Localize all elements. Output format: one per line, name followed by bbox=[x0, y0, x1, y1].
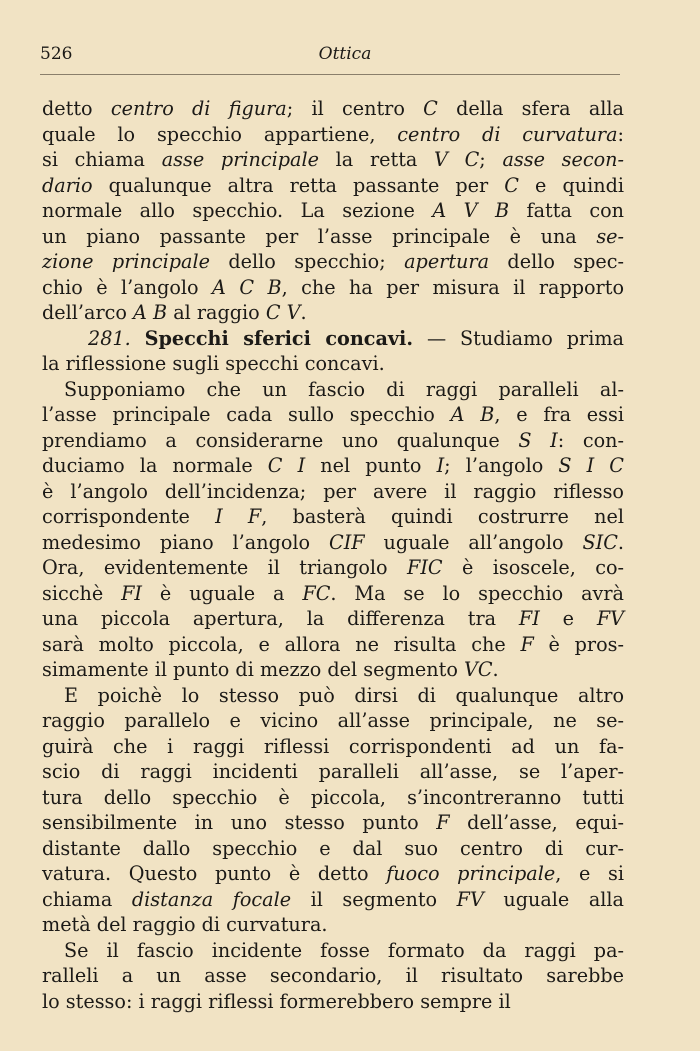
italic-term: S I bbox=[518, 428, 558, 452]
text-run: la riflessione sugli specchi concavi. bbox=[42, 352, 385, 375]
text-run: . bbox=[300, 301, 307, 324]
running-title: Ottica bbox=[318, 44, 372, 64]
text-run: al raggio bbox=[167, 301, 266, 324]
text-body bbox=[42, 96, 624, 1014]
italic-term: C bbox=[504, 173, 519, 197]
text-run: chiama bbox=[42, 887, 132, 911]
text-line bbox=[42, 555, 624, 581]
italic-term: FV bbox=[596, 607, 624, 630]
text-run: scio di raggi incidenti paralleli all’asse, se l’aper- bbox=[42, 760, 624, 783]
italic-term: asse principale bbox=[161, 148, 319, 171]
text-line bbox=[42, 632, 624, 658]
text-line bbox=[42, 453, 624, 479]
text-line bbox=[42, 249, 624, 275]
text-run: qualunque altra retta passante per bbox=[92, 173, 505, 197]
italic-term: dario bbox=[42, 173, 93, 197]
text-line bbox=[42, 785, 624, 811]
text-line bbox=[42, 275, 624, 301]
text-run: una piccola apertura, la differenza tra bbox=[42, 607, 519, 630]
italic-term: FI bbox=[121, 581, 143, 605]
italic-term: centro di curvatura bbox=[397, 122, 618, 146]
italic-term: A B bbox=[133, 301, 168, 324]
italic-term: distanza focale bbox=[131, 887, 292, 911]
text-run: tura dello specchio è piccola, s’incontreranno tutti bbox=[42, 785, 624, 809]
text-run: simamente il punto di mezzo del segmento bbox=[42, 658, 464, 681]
text-line bbox=[42, 402, 624, 428]
text-run: : bbox=[617, 122, 625, 146]
italic-term: zione principale bbox=[42, 250, 210, 273]
text-run: fatta con bbox=[509, 199, 624, 222]
italic-term: C V bbox=[265, 301, 301, 324]
italic-term: asse secon- bbox=[502, 148, 625, 171]
text-run: . bbox=[617, 530, 624, 554]
text-run: è uguale a bbox=[142, 581, 303, 605]
italic-term: FI bbox=[518, 607, 540, 630]
text-run: l’asse principale cada sullo specchio bbox=[42, 403, 451, 426]
text-run: guirà che i raggi riflessi corrispondenti ad un fa- bbox=[42, 734, 624, 758]
text-run: vatura. Questo punto è detto bbox=[42, 862, 387, 885]
italic-term: SIC bbox=[582, 530, 618, 554]
text-line bbox=[42, 810, 624, 836]
text-run: e quindi bbox=[518, 173, 625, 197]
text-run: uguale alla bbox=[483, 887, 624, 911]
text-run: dello specchio; bbox=[209, 250, 405, 273]
text-line bbox=[42, 734, 624, 760]
italic-term: se- bbox=[596, 224, 624, 248]
text-run: dello spec- bbox=[489, 250, 624, 273]
text-line bbox=[42, 963, 624, 989]
text-run: , e fra essi bbox=[494, 403, 624, 426]
text-run: è pros- bbox=[533, 632, 624, 656]
text-run: dell’asse, equi- bbox=[449, 811, 624, 834]
text-run: sensibilmente in uno stesso punto bbox=[42, 811, 437, 834]
text-run bbox=[131, 327, 145, 350]
text-line bbox=[42, 530, 624, 556]
text-run: normale allo specchio. La sezione bbox=[42, 199, 433, 222]
italic-term: I bbox=[436, 454, 445, 477]
page-number: 526 bbox=[40, 44, 73, 64]
text-run: dell’arco bbox=[42, 301, 134, 324]
text-run: nel punto bbox=[305, 454, 437, 477]
text-run: , basterà quindi costrurre nel bbox=[261, 505, 624, 528]
text-line bbox=[42, 836, 624, 862]
text-run: raggio parallelo e vicino all’asse principale, ne se- bbox=[42, 709, 624, 732]
text-run: . Ma se lo specchio avrà bbox=[330, 581, 624, 605]
text-run: corrispondente bbox=[42, 505, 216, 528]
text-run: della sfera alla bbox=[437, 97, 625, 120]
text-line bbox=[42, 683, 624, 709]
text-run: duciamo la normale bbox=[42, 454, 268, 477]
italic-term: apertura bbox=[404, 250, 490, 273]
italic-term: V C bbox=[434, 148, 480, 171]
text-run: il segmento bbox=[291, 887, 457, 911]
italic-term: A V B bbox=[432, 199, 510, 222]
text-line bbox=[42, 581, 624, 607]
text-line bbox=[42, 147, 624, 173]
text-run: metà del raggio di curvatura. bbox=[42, 913, 328, 936]
text-run: medesimo piano l’angolo bbox=[42, 530, 330, 554]
text-line bbox=[42, 122, 624, 148]
text-line bbox=[42, 351, 624, 377]
text-run: la retta bbox=[318, 148, 435, 171]
text-run: ; bbox=[479, 148, 503, 171]
italic-term: I F bbox=[215, 505, 262, 528]
text-run: sicchè bbox=[42, 581, 122, 605]
text-line bbox=[42, 198, 624, 224]
text-line bbox=[42, 326, 624, 352]
text-run: lo stesso: i raggi riflessi formerebbero sempre il bbox=[42, 989, 511, 1013]
section-heading: Specchi sferici concavi. bbox=[144, 326, 414, 350]
italic-term: FC bbox=[302, 581, 331, 605]
text-run: ; l’angolo bbox=[444, 454, 559, 477]
text-line bbox=[42, 708, 624, 734]
text-run: : con- bbox=[557, 428, 625, 452]
text-run: prendiamo a considerarne uno qualunque bbox=[42, 428, 519, 452]
text-run: — Studiamo prima bbox=[413, 326, 624, 350]
text-line bbox=[42, 861, 624, 887]
text-run: chio è l’angolo bbox=[42, 275, 213, 299]
text-line bbox=[42, 887, 624, 913]
italic-term: A B bbox=[450, 403, 495, 426]
text-line bbox=[42, 657, 624, 683]
text-run: , che ha per misura il rapporto bbox=[281, 275, 624, 299]
text-run: quale lo specchio appartiene, bbox=[42, 122, 398, 146]
text-line bbox=[42, 300, 624, 326]
italic-term: F bbox=[520, 632, 534, 656]
italic-term: F bbox=[436, 811, 450, 834]
text-line bbox=[42, 759, 624, 785]
text-run: Supponiamo che un fascio di raggi paralleli al- bbox=[64, 377, 624, 401]
text-run: è isoscele, co- bbox=[442, 556, 624, 579]
text-line bbox=[42, 989, 624, 1015]
text-run: E poichè lo stesso può dirsi di qualunque altro bbox=[64, 683, 624, 707]
italic-term: centro di figura bbox=[110, 97, 287, 120]
text-run: detto bbox=[42, 97, 111, 120]
italic-term: fuoco principale bbox=[386, 862, 556, 885]
italic-term: FIC bbox=[407, 556, 443, 579]
text-run: è l’angolo dell’incidenza; per avere il raggio riflesso bbox=[42, 479, 624, 503]
text-run: distante dallo specchio e dal suo centro di cur- bbox=[42, 836, 624, 860]
text-run: , e si bbox=[555, 862, 624, 885]
italic-term: CIF bbox=[329, 530, 365, 554]
page-header bbox=[40, 44, 620, 75]
italic-term: C I bbox=[267, 454, 306, 477]
text-run: si chiama bbox=[42, 148, 162, 171]
text-run: un piano passante per l’asse principale è una bbox=[42, 224, 597, 248]
text-run: e bbox=[539, 607, 597, 630]
text-line bbox=[42, 96, 624, 122]
text-line bbox=[42, 428, 624, 454]
text-run: ralleli a un asse secondario, il risultato sarebbe bbox=[42, 964, 624, 987]
text-run: sarà molto piccola, e allora ne risulta che bbox=[42, 632, 521, 656]
text-line bbox=[42, 504, 624, 530]
italic-term: VC bbox=[464, 658, 493, 681]
text-run: Se il fascio incidente fosse formato da raggi pa- bbox=[64, 938, 624, 962]
text-line bbox=[42, 173, 624, 199]
text-line bbox=[42, 224, 624, 250]
text-run: Ora, evidentemente il triangolo bbox=[42, 556, 408, 579]
text-line bbox=[42, 377, 624, 403]
italic-term: FV bbox=[456, 887, 484, 911]
text-run: uguale all’angolo bbox=[364, 530, 583, 554]
text-run: . bbox=[492, 658, 499, 681]
italic-term: A C B bbox=[212, 275, 282, 299]
text-line bbox=[42, 912, 624, 938]
italic-term: S I C bbox=[558, 454, 624, 477]
italic-term: C bbox=[423, 97, 438, 120]
text-line bbox=[42, 606, 624, 632]
italic-term: 281. bbox=[88, 326, 131, 350]
text-run: ; il centro bbox=[286, 97, 424, 120]
text-line bbox=[42, 938, 624, 964]
text-line bbox=[42, 479, 624, 505]
